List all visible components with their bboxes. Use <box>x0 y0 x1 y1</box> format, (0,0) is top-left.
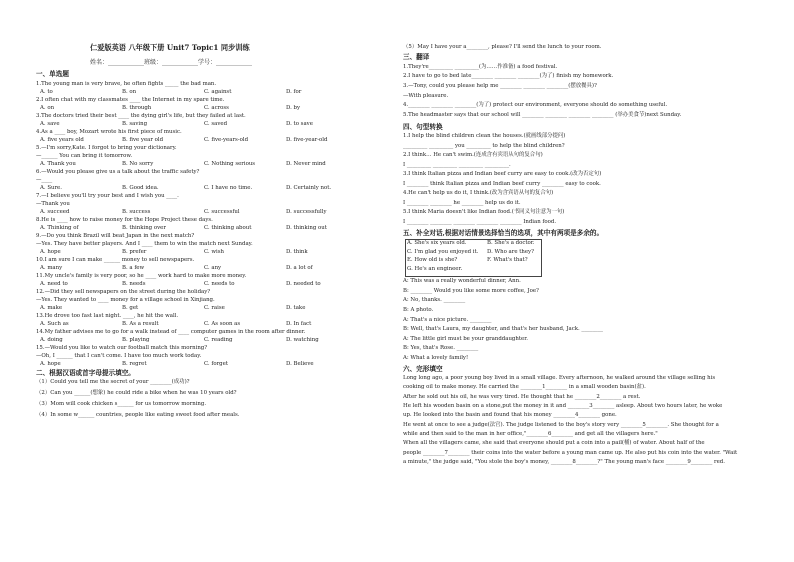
question-line: —____ <box>36 176 53 183</box>
answer-option: D. a lot of <box>286 264 313 271</box>
fill-in-item: （3）Mom will cook chicken s______ for us tomorrow morning. <box>36 401 207 407</box>
answer-option: C. five-years-old <box>204 136 249 143</box>
question-stem: 7.—I believe you'll try your best and I wish you ____. <box>36 192 179 199</box>
page-title: 仁爱版英语 八年级下册 Unit7 Topic1 同步训练 <box>90 43 250 52</box>
answer-option: C. forget <box>204 360 228 367</box>
question-line: —Yes. They wanted to ____ money for a village school in Xinjiang. <box>36 296 215 303</box>
answer-option: B. regret <box>122 360 147 367</box>
transform-item: 4.He can't help us do it, I think.(改为含宾语从句的复合句) <box>403 190 554 197</box>
transform-item: 2.I think… He can't swim.(连成含有宾语从句的复合句) <box>403 152 543 159</box>
answer-option: B. playing <box>122 336 150 343</box>
student-info-line: 姓名：____________班级：____________学号：____________ <box>90 59 253 66</box>
answer-option: A. save <box>40 120 60 127</box>
cloze-line: up. He looked into the basin and found that his money ________4________ gone. <box>403 412 617 419</box>
answer-option: B. on <box>122 88 137 95</box>
translation-item: 5.The headmaster says that our school will ________ ________ ________ ________ (举办美食节)next Sunday. <box>403 112 682 118</box>
answer-option: D. to save <box>286 120 313 127</box>
cloze-line: a minute," the judge said, "You stole the boy's money, ________8________?" The young man's face ________9________ red. <box>403 458 725 465</box>
right-column <box>403 0 759 562</box>
translation-item: —With pleasure. <box>403 92 449 99</box>
dialog-line: A: That's a nice picture. ________ <box>403 316 492 323</box>
cloze-line: while and then said to the man in her office,"________6________ and get all the villagers here." <box>403 430 658 437</box>
answer-option: A. doing <box>40 336 63 343</box>
answer-option: D. for <box>286 88 302 95</box>
cloze-line: cooking oil to make money. He carried the ________1________ in a small wooden basin(盆). <box>403 384 646 391</box>
question-line: —Oh, I ______ that I can't come. I have too much work today. <box>36 352 202 359</box>
question-stem: 11.My uncle's family is very poor, so he ____ work hard to make more money. <box>36 272 247 279</box>
answer-option: A. to <box>40 88 53 95</box>
question-stem: 1.The young man is very brave, he often fights _____ the bad man. <box>36 80 217 87</box>
dialog-line: A: No, thanks. ________ <box>403 297 466 304</box>
dialog-line: B: Well, that's Laura, my daughter, and that's her husband, Jack. ________ <box>403 326 603 333</box>
question-stem: 12.—Did they sell newspapers on the street during the holiday? <box>36 288 211 295</box>
translation-item: 1.They're_________ _________(为……作准备) a food festival. <box>403 63 558 70</box>
choice-option: E. How old is she? <box>407 257 458 264</box>
answer-option: A. hope <box>40 248 61 255</box>
answer-option: A. make <box>40 304 63 311</box>
answer-option: A. Such as <box>40 320 69 327</box>
question-stem: 3.The doctors tried their best ____ the dying girl's life, but they failed at last. <box>36 112 246 119</box>
transform-item: I _________ _________ _________ _________. <box>403 161 511 168</box>
choice-option: B. She's a doctor. <box>487 240 535 247</box>
answer-option: B. As a result <box>122 320 159 327</box>
translation-item: 4.________ ________ ________(为了) protect our environment, everyone should do something useful. <box>403 102 668 109</box>
answer-option: A. need to <box>40 280 68 287</box>
section-heading: 五、补全对话,根据对话情景选择恰当的选项，其中有两项是多余的。 <box>403 229 604 238</box>
answer-option: B. five year old <box>122 136 164 143</box>
answer-option: D. successfully <box>286 208 327 215</box>
cloze-line: He went at once to see a judge(法官). The judge listened to the boy's story very ________5________. She thought for a <box>403 421 719 428</box>
translation-item: 2.I have to go to bed late________ ________ ________(为了) finish my homework. <box>403 73 614 80</box>
cloze-line: Long long ago, a poor young boy lived in a small village. Every afternoon, he walked around the village selling his <box>403 375 716 382</box>
answer-option: A. five years old <box>40 136 84 143</box>
answer-option: C. saved <box>204 120 228 127</box>
answer-option: D. watching <box>286 336 319 343</box>
dialog-line: B: ________ Would you like some more coffee, Joe? <box>403 287 539 294</box>
answer-option: D. needed to <box>286 280 321 287</box>
answer-option: B. No sorry <box>122 160 154 167</box>
left-column <box>36 0 332 562</box>
answer-option: A. on <box>40 104 55 111</box>
transform-item: I ________ think Italian pizza and Indian beef curry ________ easy to cook. <box>403 180 601 187</box>
choice-option: A. She's six years old. <box>407 240 467 247</box>
transform-item: I ________ ________ he ________ help us do it. <box>403 199 521 206</box>
answer-option: D. by <box>286 104 301 111</box>
fill-in-item: （2）Can you ______(想象) he could ride a bike when he was 10 years old? <box>36 390 237 396</box>
answer-option: B. success <box>122 208 151 215</box>
answer-option: D. five-year-old <box>286 136 328 143</box>
answer-option: A. Thinking of <box>40 224 79 231</box>
answer-option: B. prefer <box>122 248 147 255</box>
cloze-line: When all the villagers came, she said that everyone should put a coin into a pail(桶) of water. About half of the <box>403 440 705 447</box>
transform-item: 5.I think Maria doesn't like Indian food.(书同义句注意为一句) <box>403 209 565 216</box>
translation-item: 3.—Tony, could you please help me ________ ________ ________(摆放餐具)? <box>403 82 597 89</box>
question-line: —Thank you <box>36 200 70 207</box>
answer-option: D. Believe <box>286 360 314 367</box>
cloze-line: He left his wooden basin on a stone,put the money in it and ________3________ asleep. About two hours later, he woke <box>403 403 723 409</box>
answer-option: D. thinking out <box>286 224 327 231</box>
answer-option: A. many <box>40 264 63 271</box>
fill-in-item: （5）May I have your a________, please? I'll send the lunch to your room. <box>403 44 602 50</box>
answer-option: C. needs to <box>204 280 235 287</box>
answer-option: C. across <box>204 104 229 111</box>
answer-option: B. Good idea. <box>122 184 159 191</box>
choice-option: G. He's an engineer. <box>407 265 463 272</box>
dialog-line: B: A photo. <box>403 307 434 313</box>
answer-option: B. thinking over <box>122 224 166 231</box>
answer-option: B. through <box>122 104 152 111</box>
answer-option: C. raise <box>204 304 225 311</box>
question-stem: 13.He drove too fast last night. ____, he hit the wall. <box>36 312 179 319</box>
answer-option: C. I have no time. <box>204 184 253 191</box>
transform-item: 3.I think Italian pizza and Indian beef curry are easy to cook.(改为否定句) <box>403 171 602 178</box>
section-heading: 一、单选题 <box>36 70 69 78</box>
question-stem: 9.—Do you think Brazil will beat Japan in the next match? <box>36 232 195 239</box>
choice-option: F. What's that? <box>487 257 528 264</box>
question-stem: 5.—I'm sorry,Kate. I forgot to bring your dictionary. <box>36 144 177 151</box>
section-heading: 二、根据汉语或首字母提示填空。 <box>36 368 135 377</box>
choice-option: D. Who are they? <box>487 248 534 255</box>
section-heading: 三、翻译 <box>403 53 430 61</box>
answer-option: A. hope <box>40 360 61 367</box>
answer-option: D. Never mind <box>286 160 326 167</box>
answer-option: C. Nothing serious <box>204 160 256 167</box>
answer-option: C. thinking about <box>204 224 252 231</box>
transform-item: 1.I help the blind children clean the houses.(就画线部分提问) <box>403 133 566 140</box>
question-line: —______ You can bring it tomorrow. <box>36 152 133 159</box>
answer-option: C. reading <box>204 336 233 343</box>
answer-option: C. against <box>204 88 232 95</box>
fill-in-item: （1）Could you tell me the secret of your ________(成功)? <box>36 379 190 385</box>
cloze-line: people ________7________ their coins into the water before a young man came up. He also put his coin into the water. "Wait <box>403 449 738 456</box>
answer-option: D. In fact <box>286 320 312 327</box>
answer-option: C. any <box>204 264 222 271</box>
answer-option: B. a few <box>122 264 145 271</box>
section-heading: 六、完形填空 <box>403 364 443 373</box>
question-stem: 6.—Would you please give us a talk about the traffic safety? <box>36 168 200 175</box>
answer-option: C. wish <box>204 248 224 255</box>
dialog-line: A: What a lovely family! <box>403 355 469 361</box>
dialog-line: B: Yes, that's Rose. ________ <box>403 345 479 352</box>
answer-option: D. think <box>286 248 308 255</box>
question-stem: 2.I often chat with my classmates ____ the Internet in my spare time. <box>36 96 225 103</box>
dialog-line: A: This was a really wonderful dinner, Ann. <box>403 278 521 285</box>
answer-option: C. As soon as <box>204 320 241 327</box>
answer-option: B. needs <box>122 280 146 287</box>
question-stem: 4.As a ____ boy, Mozart wrote his first piece of music. <box>36 128 182 135</box>
question-stem: 14.My father advises me to go for a walk instead of ____ computer games in the room after dinner. <box>36 328 306 335</box>
choice-option: C. I'm glad you enjoyed it. <box>407 248 479 255</box>
question-stem: 8.He is ____ how to raise money for the Hope Project these days. <box>36 216 213 223</box>
answer-option: A. Thank you <box>40 160 76 167</box>
answer-option: A. Sure. <box>40 184 62 191</box>
answer-option: B. saving <box>122 120 148 127</box>
question-stem: 15.—Would you like to watch our football match this morning? <box>36 344 208 351</box>
question-stem: 10.I am sure I can make ______ money to sell newspapers. <box>36 256 195 263</box>
fill-in-item: （4）In some w______ countries, people like eating sweet food after meals. <box>36 412 240 418</box>
dialog-line: A: The little girl must be your granddaughter. <box>403 335 528 342</box>
answer-option: D. Certainly not. <box>286 184 332 191</box>
cloze-line: After he sold out his oil, he was very tired. He thought that he ________2________ a rest. <box>403 393 641 400</box>
question-line: —Yes. They have better players. And I ____ them to win the match next Sunday. <box>36 240 253 247</box>
transform-item: I ________ ________ ________ ________ ________ Indian food. <box>403 218 557 225</box>
answer-option: B. get <box>122 304 139 311</box>
section-heading: 四、句型转换 <box>403 122 443 131</box>
transform-item: _________ _________ you _________ to help the blind children? <box>403 142 565 149</box>
answer-option: D. take <box>286 304 306 311</box>
answer-option: A. succeed <box>40 208 70 215</box>
answer-option: C. successful <box>204 208 240 215</box>
